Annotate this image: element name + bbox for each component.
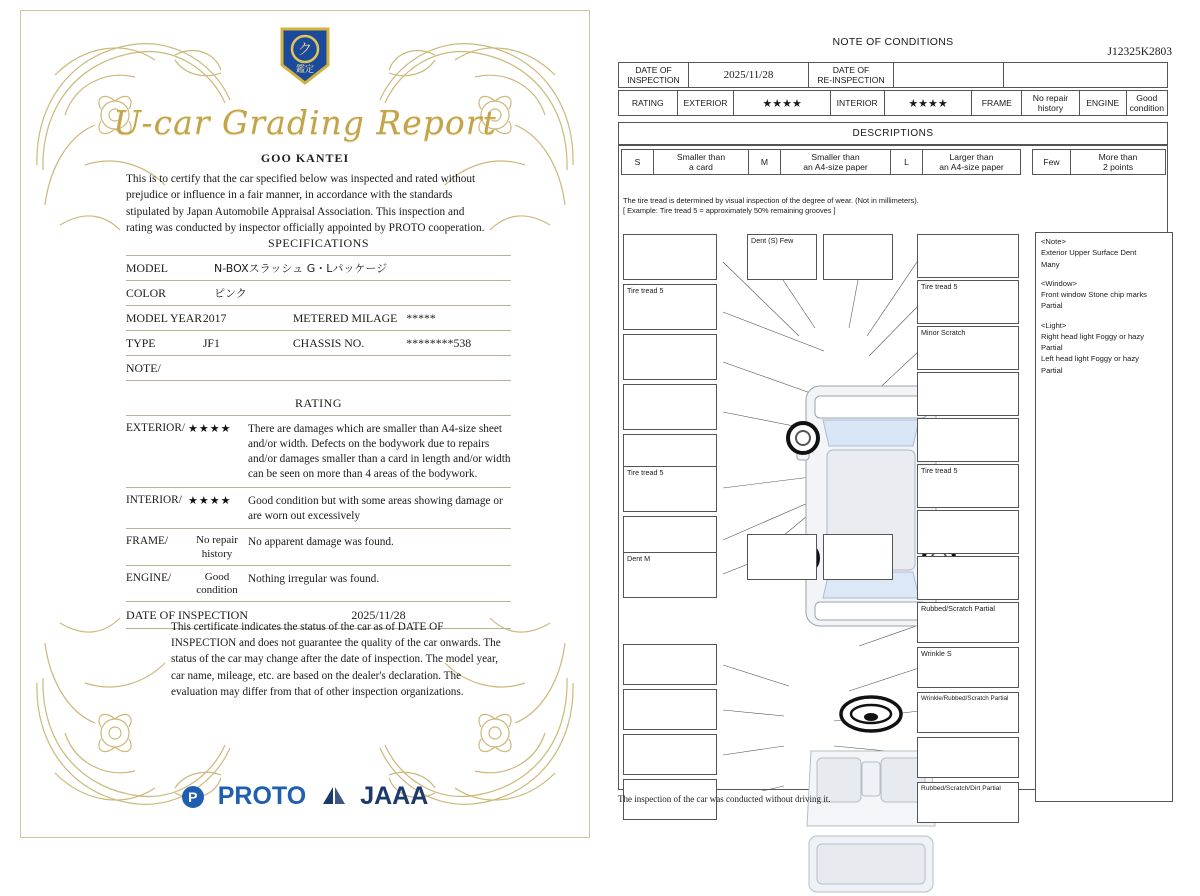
spec-label-metered-milage: METERED MILAGE (292, 311, 398, 325)
legend-desc-s-l1: Smaller than (676, 152, 726, 162)
dates-spare-cell (1004, 63, 1168, 88)
page-subtitle: GOO KANTEI (260, 151, 350, 165)
rating-heading: RATING (126, 393, 511, 416)
rating-text-exterior: There are damages which are smaller than A4-size sheet and/or width. Defects on the bodywork due to repairs and/or damages smaller than a card in length and/or width can be seen on more than 4 areas of the bodywork. (248, 423, 511, 480)
sheet-frame-label: FRAME (972, 91, 1022, 116)
legend-desc-l-l2: an A4-size paper (939, 162, 1004, 172)
annotation-cell-right-10[interactable]: Wrinkle S (917, 647, 1019, 688)
notes-box (1035, 232, 1173, 802)
date-of-reinspection-header (809, 63, 894, 88)
legend-desc-s (654, 150, 749, 175)
legend-desc-few-l2: 2 points (1102, 162, 1134, 172)
spec-label-color: COLOR (126, 286, 166, 300)
spec-value-chassis-no: ********538 (406, 336, 472, 350)
spec-row-color (126, 281, 511, 306)
intro-text: This is to certify that the car specified below was inspected and rated without prejudice or influence in a fair manner, in accordance with the standards stipulated by Japan Automobile Appraisal Association. This inspection and rating was conducted by inspector officially appointed by PROTO cooperation. (126, 173, 485, 235)
annotation-cell-mid-bottom-1[interactable] (747, 534, 817, 580)
logo-row (21, 782, 589, 811)
annotation-cell-mid-top-2[interactable] (823, 234, 893, 280)
rating-text-engine: Nothing irregular was found. (248, 572, 380, 585)
page-title: U-car Grading Report (113, 103, 497, 142)
annotation-cell-right-1[interactable] (917, 234, 1019, 278)
annotation-cell-right-4[interactable] (917, 372, 1019, 416)
proto-mark-icon: P (182, 786, 204, 808)
dori-header-line1: DATE OF (832, 65, 870, 75)
date-of-inspection-header (619, 63, 689, 88)
annotation-cell-right-2[interactable]: Tire tread 5 (917, 280, 1019, 324)
spec-label-model-year: MODEL YEAR (126, 311, 203, 325)
note-spacer-2 (1041, 313, 1167, 320)
note-of-conditions-panel (612, 30, 1174, 812)
rating-row-interior (126, 488, 511, 530)
dori-header-line2: RE-INSPECTION (817, 75, 885, 85)
sheet-exterior-label: EXTERIOR (677, 91, 734, 116)
spec-value-type: JF1 (202, 336, 220, 350)
annotation-cell-left-2[interactable]: Tire tread 5 (623, 284, 717, 330)
footer-note: The inspection of the car was conducted without driving it. (618, 794, 831, 804)
annotation-cell-right-5[interactable] (917, 418, 1019, 462)
annotation-cell-left-1[interactable] (623, 234, 717, 280)
rating-label-interior: INTERIOR/ (126, 493, 182, 506)
descriptions-body (618, 145, 1168, 790)
spec-value-metered-milage: ***** (406, 311, 436, 325)
note-line-7: Partial (1041, 301, 1063, 311)
spec-label-type: TYPE (126, 336, 156, 350)
date-of-inspection-cell: 2025/11/28 (689, 63, 809, 88)
rating-label-frame: FRAME/ (126, 535, 169, 548)
note-spacer-1 (1041, 271, 1167, 278)
legend-desc-s-l2: a card (689, 162, 713, 172)
annotation-cell-left-11[interactable] (623, 734, 717, 775)
rating-row-frame (126, 529, 511, 565)
note-line-5: <Window> (1041, 278, 1077, 288)
note-line-11: Partial (1041, 343, 1063, 352)
sheet-engine-value (1126, 91, 1167, 116)
spec-row-type (126, 331, 511, 356)
jaaa-logo-text: JAAA (360, 782, 429, 810)
note-of-conditions-title: NOTE OF CONDITIONS (832, 36, 954, 48)
doi-header-line1: DATE OF (635, 65, 672, 75)
descriptions-bar (618, 122, 1168, 145)
rating-stars-interior: ★★★★ (188, 494, 232, 507)
legend-desc-few (1071, 150, 1166, 175)
spec-value-note (214, 376, 511, 380)
tire-tread-note-line2: [ Example: Tire tread 5 = approximately 50% remaining grooves ] (623, 205, 836, 215)
tire-tread-note-line1: The tire tread is determined by visual inspection of the degree of wear. (Not in millimeters). (623, 196, 919, 205)
date-of-inspection-value: 2025/11/28 (351, 607, 406, 622)
spec-label-note: NOTE/ (126, 361, 161, 375)
annotation-cell-left-3[interactable] (623, 334, 717, 380)
rating-value-engine: Good condition (196, 570, 238, 596)
rating-stars-exterior: ★★★★ (188, 423, 232, 435)
spec-label-model: MODEL (126, 261, 168, 275)
specifications-heading: SPECIFICATIONS (126, 233, 511, 256)
specifications-section (126, 233, 511, 381)
date-of-inspection-label: DATE OF INSPECTION (126, 607, 249, 622)
annotation-cell-right-13[interactable]: Rubbed/Scratch/Dirt Partial (917, 782, 1019, 823)
sheet-engine-label: ENGINE (1079, 91, 1126, 116)
annotation-cell-right-12[interactable] (917, 737, 1019, 778)
rating-label-exterior: EXTERIOR/ (126, 422, 185, 434)
legend-key-m: M (749, 150, 781, 175)
legend-key-few: Few (1033, 150, 1071, 175)
sheet-engine-value-l1: Good (1136, 93, 1158, 103)
frequency-legend-table (1032, 149, 1166, 175)
annotation-cell-left-6[interactable]: Tire tread 5 (623, 466, 717, 512)
certificate-panel (20, 10, 590, 838)
legend-desc-m-l1: Smaller than (811, 152, 860, 162)
legend-key-l: L (891, 150, 923, 175)
dates-table (618, 62, 1168, 88)
note-line-13: Partial (1041, 365, 1063, 375)
legend-desc-l-l1: Larger than (949, 152, 994, 162)
descriptions-label: DESCRIPTIONS (852, 128, 934, 139)
annotation-cell-right-11[interactable]: Wrinkle/Rubbed/Scratch Partial (917, 692, 1019, 733)
rating-row-exterior (126, 416, 511, 488)
spec-row-model-year (126, 306, 511, 331)
annotation-cell-left-8[interactable]: Dent M (623, 552, 717, 598)
legend-desc-m (781, 150, 891, 175)
annotation-cell-mid-bottom-2[interactable] (823, 534, 893, 580)
rating-value-frame: No repair history (196, 534, 238, 560)
sheet-engine-value-l2: condition (1129, 103, 1164, 113)
note-line-9: <Light> (1041, 320, 1067, 330)
sheet-exterior-value: ★★★★ (734, 91, 830, 116)
date-of-reinspection-cell (894, 63, 1004, 88)
badge-mark: ク (297, 40, 313, 58)
sheet-interior-value: ★★★★ (884, 91, 972, 116)
annotation-cell-left-10[interactable] (623, 689, 717, 730)
annotation-cell-mid-top-1[interactable]: Dent (S) Few (747, 234, 817, 280)
spec-row-note (126, 356, 511, 381)
serial-number: J12325K2803 (1107, 46, 1172, 58)
sheet-rating-table (618, 90, 1168, 116)
legend-desc-l (923, 150, 1021, 175)
sheet-frame-value-l2: history (1037, 103, 1064, 113)
note-line-12: Left head light Foggy or hazy (1041, 354, 1139, 364)
annotation-cell-left-4[interactable] (623, 384, 717, 430)
rating-row-engine (126, 566, 511, 602)
note-line-3: Many (1041, 259, 1060, 269)
annotation-cell-right-7[interactable] (917, 510, 1019, 554)
goo-kantei-badge-icon (274, 25, 336, 87)
jaaa-mark-icon (320, 784, 346, 810)
legend-desc-m-l2: an A4-size paper (803, 162, 868, 172)
size-legend-table (621, 149, 1021, 175)
spec-value-model-year: 2017 (202, 311, 227, 325)
sheet-rating-label: RATING (619, 91, 678, 116)
annotation-cell-right-6[interactable]: Tire tread 5 (917, 464, 1019, 508)
spec-value-color: ピンク (214, 287, 247, 300)
annotation-cell-right-9[interactable]: Rubbed/Scratch Partial (917, 602, 1019, 643)
note-line-10: Right head light Foggy or hazy (1041, 331, 1144, 341)
note-line-1: <Note> (1041, 237, 1066, 246)
legend-desc-few-l1: More than (1098, 152, 1138, 162)
badge-label: 鑑定 (295, 65, 315, 75)
spec-row-model (126, 256, 511, 281)
rating-text-interior: Good condition but with some areas showing damage or are worn out excessively (248, 494, 503, 522)
sheet-frame-value (1022, 91, 1080, 116)
rating-text-frame: No apparent damage was found. (248, 536, 394, 549)
rating-label-engine: ENGINE/ (126, 571, 172, 584)
annotation-cell-right-3[interactable]: Minor Scratch (917, 326, 1019, 370)
sheet-frame-value-l1: No repair (1032, 93, 1069, 103)
note-line-2: Exterior Upper Surface Dent (1041, 248, 1137, 258)
note-line-6: Front window Stone chip marks (1041, 290, 1147, 299)
proto-logo-text: PROTO (217, 782, 307, 810)
legend-key-s: S (622, 150, 654, 175)
spec-value-model: N-BOXスラッシュ G・Lパッケージ (214, 262, 388, 275)
rating-section (126, 393, 511, 629)
spec-label-chassis-no: CHASSIS NO. (292, 336, 365, 350)
disclaimer-text: This certificate indicates the status of the car as of DATE OF INSPECTION and does not guarantee the quality of the car onwards. The status of the car may change after the date of inspection. The model year, car name, mileage, etc. are based on the dealer's declaration. The evaluation may differ from that of other inspection organizations. (171, 621, 501, 698)
annotation-cell-left-9[interactable] (623, 644, 717, 685)
steering-wheel-icon (841, 697, 901, 731)
sheet-interior-label: INTERIOR (830, 91, 884, 116)
doi-header-line2: INSPECTION (627, 75, 680, 85)
annotation-cell-right-8[interactable] (917, 556, 1019, 600)
